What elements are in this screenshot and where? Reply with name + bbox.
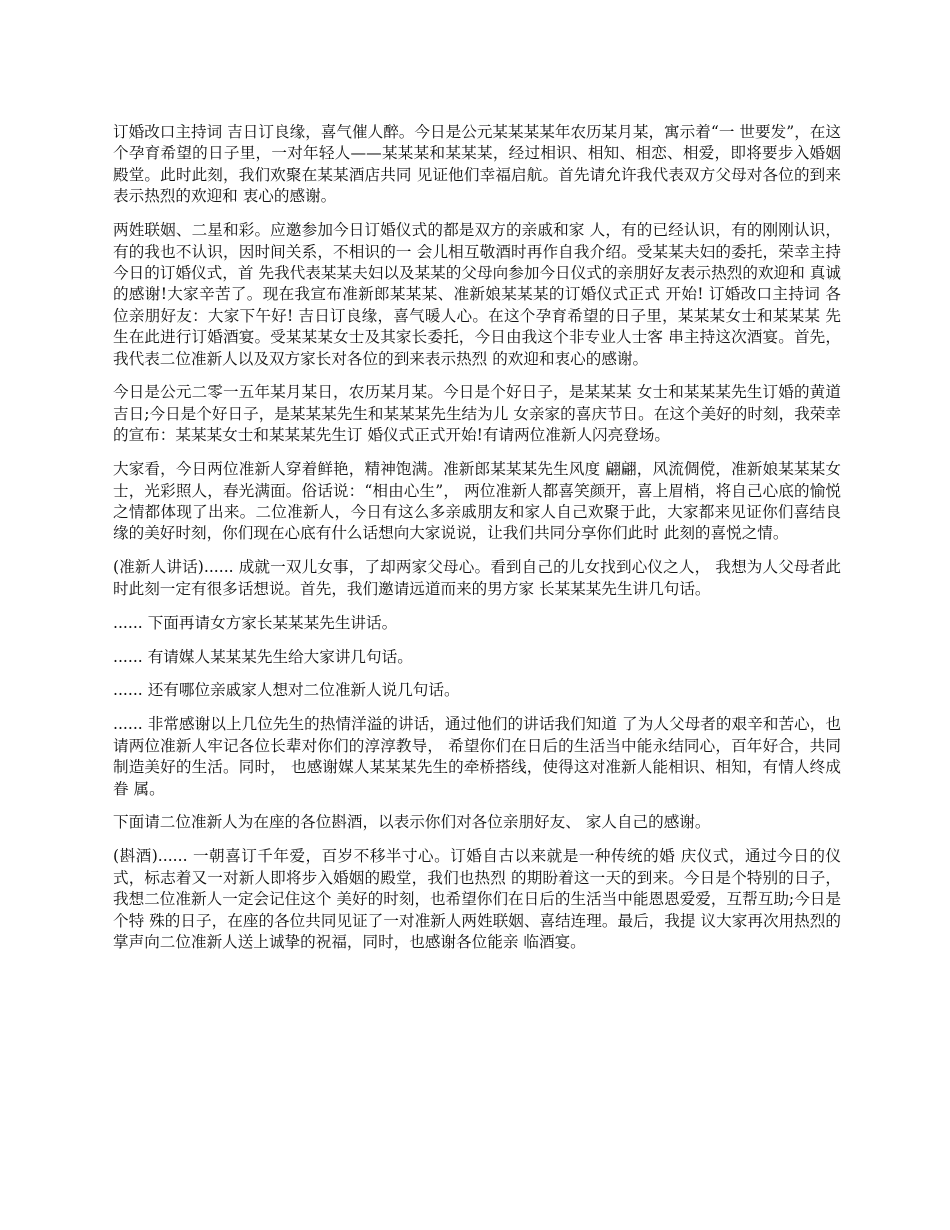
paragraph-ceremony-start: 今日是公元二零一五年某月某日，农历某月某。今日是个好日子，是某某某 女士和某某某先生订婚的黄道吉日;今日是个好日子，是某某某先生和某某某先生结为儿 女亲家的喜庆节日。在这个美好的时刻，我荣幸的宣布：某某某女士和某某某先生订 婚仪式正式开始!有请两位准新人闪亮登场。 <box>113 383 841 445</box>
paragraph-couple-appearance: 大家看，今日两位准新人穿着鲜艳，精神饱满。准新郎某某某先生风度 翩翩，风流倜傥，准新娘某某某女士，光彩照人，春光满面。俗话说：“相由心生”， 两位准新人都喜笑颜开，喜上眉梢，将自己心底的愉悦之情都体现了出来。二位准新人，今日有这么多亲戚朋友和家人自己欢聚于此，大家都来见证你们喜结良 缘的美好时刻，你们现在心底有什么话想向大家说说，让我们共同分享你们此时 此刻的喜悦之情。 <box>113 460 841 543</box>
paragraph-pour-wine: 下面请二位准新人为在座的各位斟酒，以表示你们对各位亲朋好友、 家人自己的感谢。 <box>113 813 711 832</box>
paragraph-matchmaker-speech: ...... 有请媒人某某某先生给大家讲几句话。 <box>113 647 413 666</box>
paragraph-couple-speech: (准新人讲话)...... 成就一双儿女事，了却两家父母心。看到自己的儿女找到心仪之人， 我想为人父母者此时此刻一定有很多话想说。首先，我们邀请远道而来的男方家 长某某某先生讲几句话。 <box>113 558 841 598</box>
paragraph-thanks: ...... 非常感谢以上几位先生的热情洋溢的讲话，通过他们的讲话我们知道 了为人父母者的艰辛和苦心，也请两位准新人牢记各位长辈对你们的淳淳教导， 希望你们在日后的生活当中能永结同心，百年好合，共同制造美好的生活。同时， 也感谢媒人某某某先生的牵桥搭线，使得这对准新人能相识、相知，有情人终成眷 属。 <box>113 715 841 798</box>
paragraph-relatives-speech: ...... 还有哪位亲戚家人想对二位准新人说几句话。 <box>113 681 460 700</box>
paragraph-bride-parent-speech: ...... 下面再请女方家长某某某先生讲话。 <box>113 613 398 632</box>
document-body <box>113 122 841 966</box>
paragraph-introduction: 两姓联姻、二星和彩。应邀参加今日订婚仪式的都是双方的亲戚和家 人，有的已经认识，有的刚刚认识，有的我也不认识，因时间关系，不相识的一 会儿相互敬酒时再作自我介绍。受某某夫妇的委托，荣幸主持今日的订婚仪式，首 先我代表某某夫妇以及某某的父母向参加今日仪式的亲朋好友表示热烈的欢迎和 真诚的感谢!大家辛苦了。现在我宣布准新郎某某某、准新娘某某某的订婚仪式正式 开始! 订婚改口主持词 各位亲朋好友：大家下午好! 吉日订良缘，喜气暖人心。在这个孕育希望的日子里，某某某女士和某某某 先生在此进行订婚酒宴。受某某某女士及其家长委托，今日由我这个非专业人士客 串主持这次酒宴。首先，我代表二位准新人以及双方家长对各位的到来表示热烈 的欢迎和衷心的感谢。 <box>113 221 841 368</box>
paragraph-closing: (斟酒)...... 一朝喜订千年爱，百岁不移半寸心。订婚自古以来就是一种传统的婚 庆仪式，通过今日的仪式，标志着又一对新人即将步入婚姻的殿堂，我们也热烈 的期盼着这一天的到来。今日是个特别的日子，我想二位准新人一定会记住这个 美好的时刻，也希望你们在日后的生活当中能恩恩爱爱，互帮互助;今日是个特 殊的日子，在座的各位共同见证了一对准新人两姓联姻、喜结连理。最后，我提 议大家再次用热烈的掌声向二位准新人送上诚挚的祝福，同时，也感谢各位能亲 临酒宴。 <box>113 847 841 951</box>
paragraph-opening: 订婚改口主持词 吉日订良缘，喜气催人醉。今日是公元某某某某年农历某月某，寓示着“一 世要发”，在这个孕育希望的日子里，一对年轻人——某某某和某某某，经过相识、相知、相恋、相爱，即将要步入婚姻殿堂。此时此刻，我们欢聚在某某酒店共同 见证他们幸福启航。首先请允许我代表双方父母对各位的到来表示热烈的欢迎和 衷心的感谢。 <box>113 123 841 206</box>
